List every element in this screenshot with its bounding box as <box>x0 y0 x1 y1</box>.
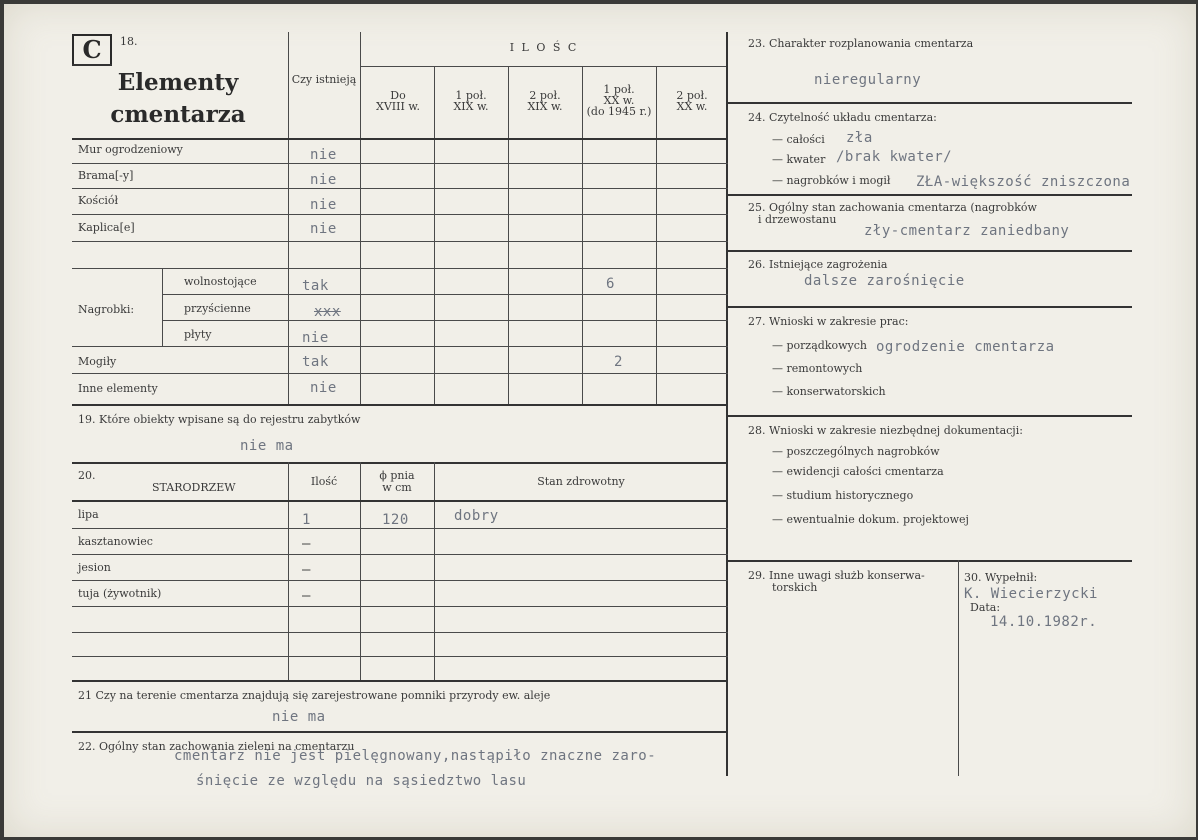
s24-rule <box>728 194 1132 196</box>
s27-item-konserwatorskich: — konserwatorskich <box>772 385 886 398</box>
period-4-line3: (do 1945 r.) <box>586 105 652 118</box>
s27-item-remontowych: — remontowych <box>772 362 863 375</box>
s26-rule <box>728 306 1132 308</box>
s23-label: 23. Charakter rozplanowania cmentarza <box>748 37 974 50</box>
t18-bottom-rule <box>72 404 728 406</box>
s28-item-studium: — studium historycznego <box>772 489 914 502</box>
t20-rule <box>72 656 728 657</box>
s24-label: 24. Czytelność układu cmentarza: <box>748 111 937 124</box>
period-4-line1: 1 poł. <box>603 83 635 96</box>
tree-name-kasztanowiec: kasztanowiec <box>78 535 153 548</box>
value-mogily-qty: 2 <box>614 354 623 370</box>
period-4-line2: XX w. <box>603 94 635 107</box>
period-5-line2: XX w. <box>676 100 708 113</box>
s20-col-diam-line1: ϕ pnia <box>379 469 415 482</box>
value-przyscienne-exists: xxx <box>314 304 341 320</box>
t18-header-rule <box>72 138 728 140</box>
t18-rule <box>72 163 728 164</box>
row-label-mogily: Mogiły <box>78 355 117 368</box>
s29-label-line2: torskich <box>772 581 818 594</box>
s26-value: dalsze zarośnięcie <box>804 273 965 289</box>
s24-item-kwater: — kwater <box>772 153 826 166</box>
s24-item-calosci: — całości <box>772 133 825 146</box>
s30-name: K. Wiecierzycki <box>964 586 1098 602</box>
tree-diam-lipa: 120 <box>382 512 409 528</box>
s30-date: 14.10.1982r. <box>990 614 1098 630</box>
period-header-3 <box>508 90 582 112</box>
row-label-nagrobki: Nagrobki: <box>78 303 135 316</box>
s27-item-porzadkowych: — porządkowych <box>772 339 867 352</box>
s24-value-kwater: /brak kwater/ <box>836 149 953 165</box>
value-mur-exists: nie <box>310 147 337 163</box>
section-letter: C <box>72 34 112 64</box>
nagrobki-divider <box>162 268 163 346</box>
tree-qty-tuja: – <box>302 588 311 604</box>
s25-value: zły-cmentarz zaniedbany <box>864 223 1070 239</box>
row-label-brama: Brama[-y] <box>78 169 134 182</box>
t20-header-rule <box>72 500 728 502</box>
value-inne-exists: nie <box>310 380 337 396</box>
t18-rule <box>72 373 728 374</box>
s23-rule <box>728 102 1132 104</box>
t18-ilosc-underline <box>360 66 728 67</box>
s25-rule <box>728 250 1132 252</box>
t18-vline-p4 <box>582 66 583 406</box>
tree-qty-jesion: – <box>302 562 311 578</box>
row-label-wolnostojace: wolnostojące <box>184 275 257 288</box>
row-label-plyty: płyty <box>184 328 212 341</box>
value-kosciol-exists: nie <box>310 197 337 213</box>
t20-rule <box>72 554 728 555</box>
t18-rule <box>72 346 728 347</box>
tree-qty-lipa: 1 <box>302 512 311 528</box>
s28-rule <box>728 560 1132 562</box>
t20-rule <box>72 580 728 581</box>
s22-value-line2: śnięcie ze względu na sąsiedztwo lasu <box>196 773 527 789</box>
s29-label-line1: 29. Inne uwagi służb konserwa- <box>748 569 925 582</box>
t20-vline <box>434 462 435 680</box>
s28-item-ewidencji: — ewidencji całości cmentarza <box>772 465 944 478</box>
tree-name-jesion: jesion <box>78 561 111 574</box>
row-label-inne: Inne elementy <box>78 382 158 395</box>
s24-value-calosci: zła <box>846 130 873 146</box>
t18-vline-p2 <box>434 66 435 406</box>
s22-value-line1: cmentarz nie jest pielęgnowany,nastąpiło znaczne zaro- <box>174 748 657 764</box>
row-label-kaplica: Kaplica[e] <box>78 221 135 234</box>
t18-rule <box>162 320 728 321</box>
letter-underline <box>72 64 112 66</box>
t18-vline-p3 <box>508 66 509 406</box>
row-label-mur: Mur ogrodzeniowy <box>78 143 183 156</box>
s24-item-nagrobkow: — nagrobków i mogił <box>772 174 891 187</box>
s20-col-qty: Ilość <box>310 475 338 488</box>
s25-label-line1: 25. Ogólny stan zachowania cmentarza (nagrobków <box>748 201 1037 214</box>
col-ilosc-header: I L O Ś C <box>509 41 579 54</box>
s25-label-line2: i drzewostanu <box>758 213 837 226</box>
value-wolnostojace-qty: 6 <box>606 276 615 292</box>
period-header-5 <box>656 90 728 112</box>
t18-vline-ilosc <box>360 32 361 406</box>
s21-value: nie ma <box>272 709 326 725</box>
s30-label: 30. Wypełnił: <box>964 571 1038 584</box>
period-header-1 <box>362 90 434 112</box>
s29-s30-divider <box>958 560 959 776</box>
period-2-line1: 1 poł. <box>455 89 487 102</box>
s21-label: 21 Czy na terenie cmentarza znajdują się zarejestrowane pomniki przyrody ew. aleje <box>78 689 551 702</box>
t18-vline-p5 <box>656 66 657 406</box>
value-kaplica-exists: nie <box>310 221 337 237</box>
s18-number: 18. <box>120 35 138 48</box>
s27-value-porzadkowych: ogrodzenie cmentarza <box>876 339 1055 355</box>
s26-label: 26. Istniejące zagrożenia <box>748 258 888 271</box>
period-3-line1: 2 poł. <box>529 89 561 102</box>
s27-rule <box>728 415 1132 417</box>
s28-item-projektowej: — ewentualnie dokum. projektowej <box>772 513 969 526</box>
t18-rule <box>72 241 728 242</box>
s28-item-nagrobkow: — poszczególnych nagrobków <box>772 445 940 458</box>
s19-label: 19. Które obiekty wpisane są do rejestru zabytków <box>78 413 361 426</box>
s20-col-health: Stan zdrowotny <box>537 475 625 488</box>
s20-col-diam-line2: w cm <box>382 481 412 494</box>
period-5-line1: 2 poł. <box>676 89 708 102</box>
period-header-4 <box>582 84 656 117</box>
t20-rule <box>72 632 728 633</box>
t20-rule <box>72 606 728 607</box>
row-label-kosciol: Kościół <box>78 194 119 207</box>
t20-bottom-rule <box>72 680 728 682</box>
s20-col-diam <box>360 470 434 494</box>
s20-number: 20. <box>78 469 96 482</box>
s30-date-label: Data: <box>970 601 1001 614</box>
s19-value: nie ma <box>240 438 294 454</box>
value-mogily-exists: tak <box>302 354 329 370</box>
s20-header: STARODRZEW <box>152 481 236 494</box>
s18-title-line1: Elementy <box>117 69 239 96</box>
t20-rule <box>72 528 728 529</box>
col-exists-header: Czy istnieją <box>291 73 357 86</box>
value-plyty-exists: nie <box>302 330 329 346</box>
period-1-line1: Do <box>390 89 406 102</box>
s24-value-nagrobkow: ZŁA-większość zniszczona <box>916 174 1131 190</box>
t20-vline <box>288 462 289 680</box>
s23-value: nieregularny <box>814 72 922 88</box>
t18-vline-exists <box>288 32 289 406</box>
t18-rule <box>72 268 728 269</box>
tree-qty-kasztanowiec: – <box>302 536 311 552</box>
s19-bottom-rule <box>72 462 728 464</box>
tree-health-lipa: dobry <box>454 508 499 524</box>
value-brama-exists: nie <box>310 172 337 188</box>
period-1-line2: XVIII w. <box>376 100 420 113</box>
s21-bottom-rule <box>72 731 728 733</box>
s28-label: 28. Wnioski w zakresie niezbędnej dokumentacji: <box>748 424 1023 437</box>
s22-label: 22. Ogólny stan zachowania zieleni na cmentarzu <box>78 740 355 753</box>
period-2-line2: XIX w. <box>453 100 489 113</box>
t20-vline <box>360 462 361 680</box>
tree-name-tuja: tuja (żywotnik) <box>78 587 162 600</box>
value-wolnostojace-exists: tak <box>302 278 329 294</box>
t18-rule <box>72 188 728 189</box>
row-label-przyscienne: przyścienne <box>184 302 251 315</box>
period-header-2 <box>434 90 508 112</box>
t18-rule <box>162 294 728 295</box>
inventory-card <box>4 4 1196 837</box>
s27-label: 27. Wnioski w zakresie prac: <box>748 315 909 328</box>
t18-rule <box>72 214 728 215</box>
tree-name-lipa: lipa <box>78 508 99 521</box>
period-3-line2: XIX w. <box>527 100 563 113</box>
s18-title-line2: cmentarza <box>110 101 246 128</box>
